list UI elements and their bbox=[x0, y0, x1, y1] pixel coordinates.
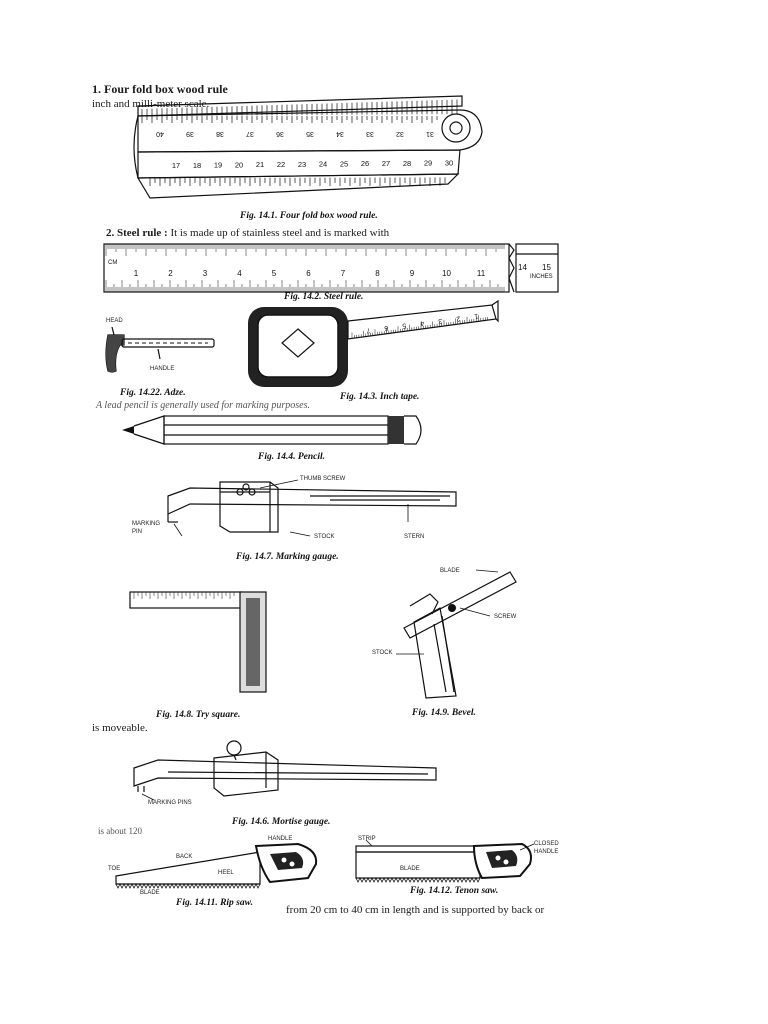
fig-14-4-caption: Fig. 14.4. Pencil. bbox=[258, 452, 326, 462]
fig-14-3-caption: Fig. 14.3. Inch tape. bbox=[340, 392, 420, 402]
four-fold-rule-figure bbox=[130, 92, 490, 202]
rule-lower-number: 30 bbox=[444, 158, 454, 168]
tenon-saw-strip-label: STRIP bbox=[358, 836, 376, 842]
marking-pins-label: MARKING PINS bbox=[148, 800, 192, 806]
steel-rule-inch-number: 7 bbox=[340, 269, 346, 278]
rule-upper-number: 37 bbox=[246, 130, 254, 137]
tenon-saw-figure bbox=[352, 838, 542, 890]
fig-14-22-caption: Fig. 14.22. Adze. bbox=[120, 388, 186, 398]
stock-label: STOCK bbox=[314, 534, 335, 540]
thumb-screw-label: THUMB SCREW bbox=[300, 476, 346, 482]
steel-rule-end-unit: INCHES bbox=[530, 274, 553, 280]
bevel-stock-label: STOCK bbox=[372, 650, 393, 656]
steel-rule-inch-number: 8 bbox=[375, 269, 380, 278]
try-square-figure bbox=[128, 590, 278, 695]
tape-number: 2 bbox=[455, 314, 461, 322]
steel-rule-end-14: 14 bbox=[518, 263, 527, 272]
rule-lower-number: 19 bbox=[213, 160, 223, 170]
bevel-screw-label: SCREW bbox=[494, 614, 517, 620]
rule-lower-number: 22 bbox=[276, 160, 286, 169]
rule-lower-number: 18 bbox=[192, 160, 202, 170]
tape-number: 4 bbox=[419, 319, 425, 327]
inch-tape-figure bbox=[244, 303, 504, 393]
rule-lower-number: 28 bbox=[402, 158, 412, 168]
rule-lower-number: 24 bbox=[318, 159, 328, 169]
rip-saw-heel-label: HEEL bbox=[218, 870, 234, 876]
tape-number: 6 bbox=[383, 323, 389, 332]
bottom-cut-text: from 20 cm to 40 cm in length and is supported by back or bbox=[286, 904, 545, 916]
saw-cut-text: is about 120 bbox=[98, 826, 142, 836]
stern-label: STERN bbox=[404, 534, 425, 540]
fig-14-12-caption: Fig. 14.12. Tenon saw. bbox=[410, 886, 499, 896]
rule-upper-number: 38 bbox=[216, 130, 224, 137]
steel-rule-heading bbox=[106, 227, 389, 239]
adze-figure bbox=[98, 315, 228, 385]
steel-rule-inch-number: 2 bbox=[168, 269, 173, 278]
rip-saw-back-label: BACK bbox=[176, 854, 193, 860]
rip-saw-blade-label: BLADE bbox=[140, 890, 160, 896]
fig-14-7-caption: Fig. 14.7. Marking gauge. bbox=[236, 552, 339, 562]
rule-lower-number: 21 bbox=[255, 160, 265, 170]
tape-number: 3 bbox=[437, 316, 443, 325]
rule-upper-number: 35 bbox=[306, 130, 314, 137]
fig-14-11-caption: Fig. 14.11. Rip saw. bbox=[176, 898, 253, 908]
steel-rule-inch-number: 6 bbox=[306, 269, 311, 278]
tape-number: 5 bbox=[401, 321, 407, 329]
steel-rule-inch-number: 11 bbox=[476, 269, 486, 278]
marking-gauge-figure bbox=[160, 478, 460, 542]
rule-lower-number: 29 bbox=[423, 158, 433, 168]
bevel-blade-label: BLADE bbox=[440, 568, 460, 574]
marking-pin-label: MARKING PIN bbox=[132, 521, 161, 535]
bevel-figure bbox=[380, 566, 540, 706]
rip-saw-toe-label: TOE bbox=[108, 866, 121, 872]
rule-lower-number: 26 bbox=[360, 159, 370, 169]
rule-upper-number: 36 bbox=[276, 130, 284, 137]
steel-rule-inch-number: 4 bbox=[237, 269, 242, 278]
rule-upper-number: 39 bbox=[186, 130, 194, 137]
rip-saw-handle-label: HANDLE bbox=[268, 836, 293, 842]
rule-upper-number: 32 bbox=[396, 130, 404, 137]
fig-14-8-caption: Fig. 14.8. Try square. bbox=[156, 710, 241, 720]
top-heading-line: 1. Four fold box wood rule bbox=[92, 82, 228, 96]
rule-upper-number: 31 bbox=[426, 130, 434, 137]
tenon-saw-blade-label: BLADE bbox=[400, 866, 420, 872]
steel-rule-inch-number: 3 bbox=[202, 269, 208, 278]
fig-14-6-caption: Fig. 14.6. Mortise gauge. bbox=[232, 817, 331, 827]
steel-rule-heading-label: 2. Steel rule : bbox=[106, 227, 168, 239]
rule-upper-number: 40 bbox=[156, 130, 164, 137]
adze-head-label: HEAD bbox=[106, 318, 123, 324]
rule-lower-number: 27 bbox=[381, 159, 391, 168]
steel-rule-inch-number: 10 bbox=[442, 269, 451, 278]
fig-14-1-caption: Fig. 14.1. Four fold box wood rule. bbox=[240, 211, 378, 221]
steel-rule-inch-number: 1 bbox=[133, 269, 139, 278]
pencil-cut-text: A lead pencil is generally used for marking purposes. bbox=[96, 400, 310, 411]
fig-14-2-caption: Fig. 14.2. Steel rule. bbox=[284, 292, 364, 302]
tape-number: 7 bbox=[365, 326, 371, 334]
steel-rule-inch-number: 9 bbox=[409, 269, 415, 278]
rule-upper-number: 33 bbox=[366, 130, 374, 137]
tape-number: 1 bbox=[473, 312, 479, 320]
rule-lower-number: 23 bbox=[297, 159, 307, 169]
pencil-figure bbox=[120, 412, 430, 448]
top-text-line: inch and milli-meter scale. bbox=[92, 98, 210, 110]
rule-lower-number: 25 bbox=[339, 159, 349, 169]
steel-rule-cm-label: CM bbox=[108, 260, 118, 266]
rule-lower-number: 17 bbox=[171, 161, 181, 170]
rule-upper-number: 34 bbox=[336, 130, 344, 137]
tenon-saw-closed-handle-label: CLOSED HANDLE bbox=[534, 841, 559, 855]
rule-lower-number: 20 bbox=[234, 160, 244, 170]
steel-rule-end-15: 15 bbox=[542, 263, 551, 272]
steel-rule-figure bbox=[102, 240, 572, 295]
steel-rule-inch-number: 5 bbox=[271, 269, 277, 278]
moveable-text: is moveable. bbox=[92, 722, 148, 734]
fig-14-9-caption: Fig. 14.9. Bevel. bbox=[412, 708, 476, 718]
adze-handle-label: HANDLE bbox=[150, 366, 175, 372]
steel-rule-text: It is made up of stainless steel and is marked with bbox=[170, 227, 390, 239]
